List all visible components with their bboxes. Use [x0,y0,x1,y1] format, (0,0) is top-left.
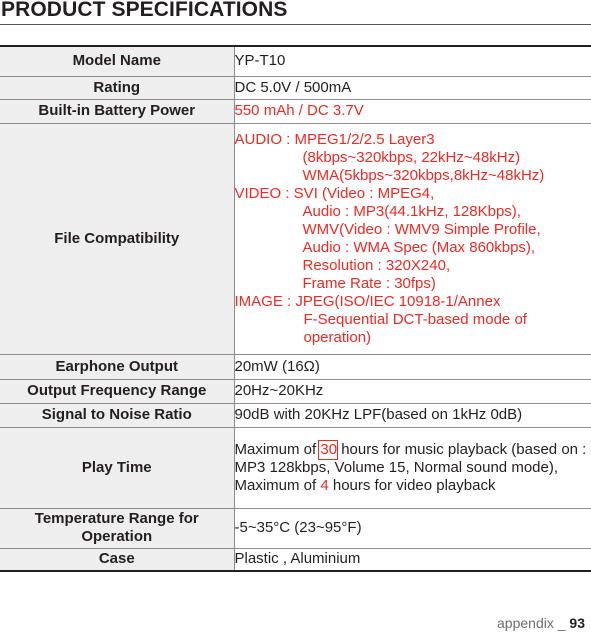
playtime-value [234,427,591,508]
title-rule [0,24,591,25]
compat-line: Audio : MP3(44.1kHz, 128Kbps), [302,202,521,220]
hours-music: 30 [320,440,338,458]
row-label: Model Name [0,46,234,76]
row-label: Play Time [0,427,234,508]
row-value: -5~35°C (23~95°F) [234,508,591,548]
table-row-frequency-range [0,379,591,403]
row-value: 20mW (16Ω) [234,354,591,379]
page-title: PRODUCT SPECIFICATIONS [1,0,288,21]
table-row-temperature [0,508,591,548]
row-label: Earphone Output [0,354,234,379]
compat-line: (8kbps~320kbps, 22kHz~48kHz) [302,148,521,166]
row-label: Temperature Range for Operation [0,508,234,548]
compat-line: WMA(5kbps~320kbps,8kHz~48kHz) [302,166,545,184]
row-label: Case [0,548,234,571]
footer-section: appendix _ [497,615,570,631]
table-row-case [0,548,591,571]
hours-video: 4 [320,476,329,494]
page-footer [497,615,585,631]
compat-line: Resolution : 320X240, [302,256,451,274]
row-value: 90dB with 20KHz LPF(based on 1kHz 0dB) [234,403,591,427]
table-row-rating [0,76,591,99]
table-row-earphone-output [0,354,591,379]
row-value: 20Hz~20KHz [234,379,591,403]
row-label: File Compatibility [0,123,234,354]
playtime-text: hours for video playback [328,476,496,494]
row-label: Output Frequency Range [0,379,234,403]
row-value: 550 mAh / DC 3.7V [234,99,591,123]
compat-line: WMV(Video : WMV9 Simple Profile, [302,220,541,238]
playtime-text: Maximum of [234,440,321,458]
playtime-text: hours for music playback (based on : MP3 128kbps, Volume 15, Normal sound mode), Maximum of [234,440,587,494]
table-row-play-time [0,427,591,508]
row-value: Plastic , Aluminium [234,548,591,571]
row-value: YP-T10 [234,46,591,76]
table-row-battery [0,99,591,123]
compat-line: F-Sequential DCT-based mode of [303,310,527,328]
row-label: Built-in Battery Power [0,99,234,123]
specifications-table [0,45,591,572]
table-row-model [0,46,591,76]
highlight-box [318,440,338,460]
highlighted-hours-music [320,441,337,458]
page-number: 93 [569,615,585,631]
compat-line: Frame Rate : 30fps) [302,274,436,292]
compat-line: AUDIO : MPEG1/2/2.5 Layer3 [234,130,435,148]
compat-line: Audio : WMA Spec (Max 860kbps), [302,238,536,256]
compatibility-value [234,123,591,354]
table-row-file-compatibility [0,123,591,354]
row-value: DC 5.0V / 500mA [234,76,591,99]
compat-line: VIDEO : SVI (Video : MPEG4, [234,184,435,202]
row-label: Signal to Noise Ratio [0,403,234,427]
compat-line: operation) [303,328,372,346]
compat-line: IMAGE : JPEG(ISO/IEC 10918-1/Annex [234,292,501,310]
row-label: Rating [0,76,234,99]
table-row-signal-noise [0,403,591,427]
